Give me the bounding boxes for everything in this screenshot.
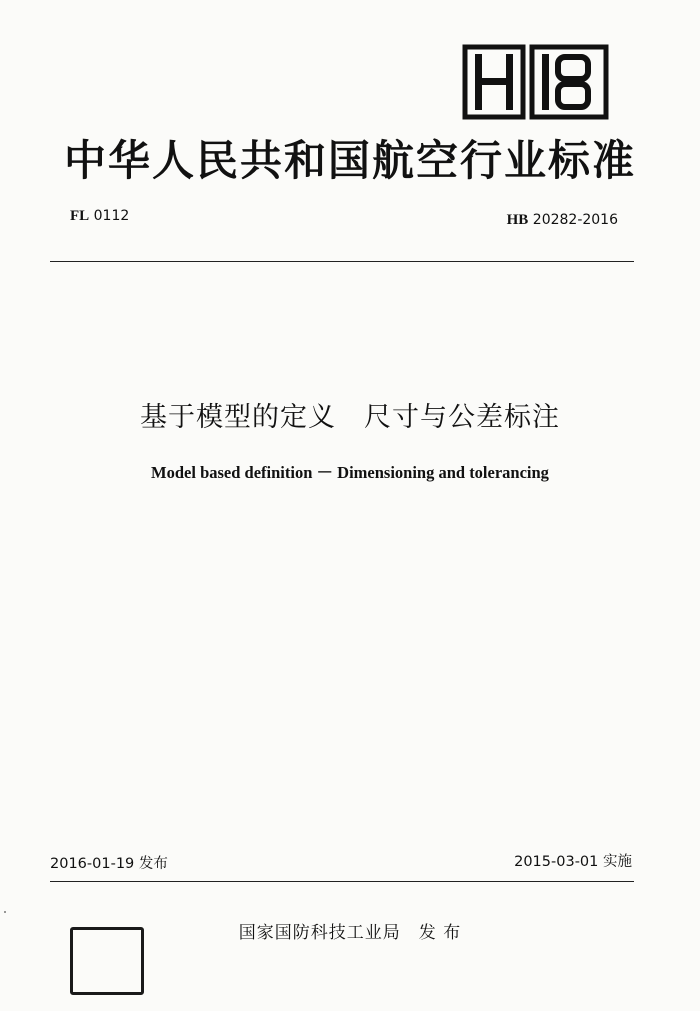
document-title-english: Model based definition － Dimensioning and tolerancing <box>151 463 549 482</box>
classification-number <box>70 208 129 225</box>
header-divider <box>50 261 634 262</box>
stamp-box <box>70 927 144 995</box>
standard-number <box>507 212 618 229</box>
standard-code: 20282-2016 <box>532 212 618 228</box>
classification-code: 0112 <box>93 208 130 224</box>
classification-prefix: FL <box>70 208 90 224</box>
document-title-chinese: 基于模型的定义 尺寸与公差标注 <box>140 402 560 433</box>
standard-prefix: HB <box>506 212 529 228</box>
hb-logo <box>462 44 610 120</box>
issue-date: 2016-01-19 发布 <box>50 856 168 872</box>
publisher: 国家国防科技工业局 发 布 <box>238 923 462 943</box>
organization-title: 中华人民共和国航空行业标准 <box>63 136 636 185</box>
implementation-date: 2015-03-01 实施 <box>514 854 632 870</box>
footer-divider <box>50 881 634 882</box>
scan-speck <box>4 911 6 913</box>
